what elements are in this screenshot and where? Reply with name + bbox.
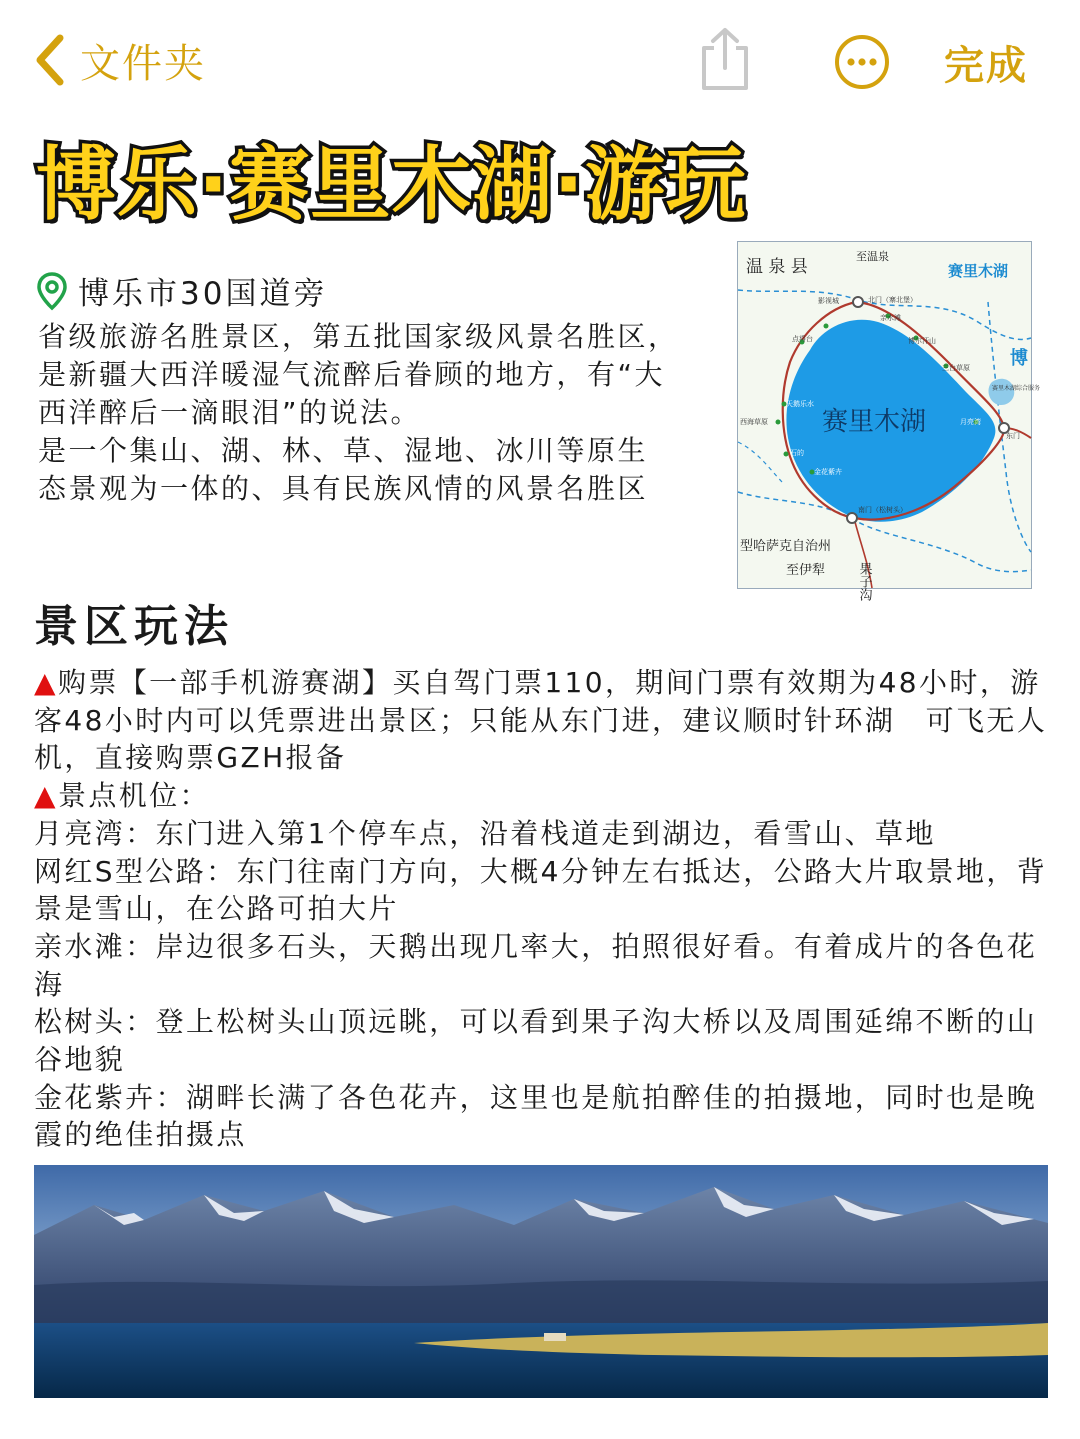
spot-item: 松树头：登上松树头山顶远眺，可以看到果子沟大桥以及周围延绵不断的山谷地貌 xyxy=(34,1005,1038,1077)
map-label-county: 温 泉 县 xyxy=(746,257,808,277)
map-label-jinhua: 金花紫卉 xyxy=(814,468,842,476)
map-label-east-gate: 东门 xyxy=(1006,432,1020,440)
map-label-zonghe: 赛里木湖综合服务 xyxy=(992,385,1041,392)
map-label-lake-corner: 赛里木湖 xyxy=(948,262,1009,280)
paragraph-text: 购票【一部手机游赛湖】买自驾门票110，期间门票有效期为48小时，游客48小时内可以凭票进出景区；只能从东门进，建议顺时针环湖 可飞无人机，直接购票GZH报备 xyxy=(34,666,1048,775)
section-title: 景区玩法 xyxy=(34,601,234,652)
landscape-photo xyxy=(34,1165,1048,1398)
intro-paragraph xyxy=(38,318,728,508)
intro-line: 态景观为一体的、具有民族风情的风景名胜区 xyxy=(38,472,649,505)
spot-item: 亲水滩：岸边很多石头，天鹅出现几率大，拍照很好看。有着成片的各色花海 xyxy=(34,929,1038,1001)
map-label-prefecture: 型哈萨克自治州 xyxy=(740,539,832,554)
map-label-to-wenquan: 至温泉 xyxy=(856,250,889,263)
navigation-bar xyxy=(0,0,1080,120)
paragraph-text: 景点机位： xyxy=(57,779,210,813)
location-text: 博乐市30国道旁 xyxy=(78,276,328,312)
map-label-yingshi: 影视城 xyxy=(818,297,839,305)
done-button[interactable]: 完成 xyxy=(944,43,1028,89)
location-pin-icon xyxy=(36,272,68,310)
spot-item: 金花紫卉：湖畔长满了各色花卉，这里也是航拍醉佳的拍摄地，同时也是晚霞的绝佳拍摄点 xyxy=(34,1080,1038,1152)
map-label-huerhan: 博尔汗山 xyxy=(908,337,936,345)
bullet-triangle-icon: ▲ xyxy=(34,666,58,699)
map-label-bo: 博 xyxy=(1010,348,1028,369)
lake-map-drawing xyxy=(738,242,1041,601)
spot-item: 网红S型公路：东门往南门方向，大概4分钟左右抵达，公路大片取景地，背景是雪山，在公路可拍大片 xyxy=(34,854,1048,926)
map-label-tiane: 天鹅乐水 xyxy=(786,400,814,408)
back-button[interactable] xyxy=(30,30,206,90)
chevron-left-icon xyxy=(30,30,70,90)
map-label-dianjiangtai: 点将台 xyxy=(792,335,813,343)
share-icon[interactable] xyxy=(696,26,754,92)
map-label-to-yili: 至伊犁 xyxy=(786,563,826,578)
intro-line: 是一个集山、湖、林、草、湿地、冰川等原生 xyxy=(38,434,649,467)
map-label-south-gate: 南门（松树头） xyxy=(858,506,907,514)
map-label-yueliang: 月亮湾 xyxy=(960,418,981,426)
back-label: 文件夹 xyxy=(80,40,206,87)
spots-heading xyxy=(34,777,1050,815)
more-icon[interactable] xyxy=(834,34,890,90)
map-label-sanjiyuan: 三台草原 xyxy=(942,364,970,372)
lake-map xyxy=(737,241,1041,601)
map-label-north-gate: 北门（寨北堡） xyxy=(868,296,917,304)
bullet-triangle-icon: ▲ xyxy=(34,779,58,813)
map-label-guozi: 果子沟 xyxy=(856,562,872,601)
map-lake-name: 赛里木湖 xyxy=(822,407,927,437)
intro-line: 是新疆大西洋暖湿气流醉后眷顾的地方，有“大 xyxy=(38,358,666,391)
page-title: 博乐·赛里木湖·游玩 xyxy=(36,138,747,231)
location-row xyxy=(36,268,327,313)
intro-line: 西洋醉后一滴眼泪”的说法。 xyxy=(38,396,422,429)
spot-item: 月亮湾：东门进入第1个停车点，沿着栈道走到湖边，看雪山、草地 xyxy=(34,816,936,850)
map-label-shide: 石的 xyxy=(790,449,804,457)
section-body xyxy=(34,664,1050,1154)
map-label-qinshui: 亲水滩 xyxy=(880,314,901,322)
map-label-xihai: 西海草原 xyxy=(740,418,768,426)
intro-line: 省级旅游名胜景区，第五批国家级风景名胜区， xyxy=(38,320,679,353)
ticket-paragraph xyxy=(34,664,1050,777)
